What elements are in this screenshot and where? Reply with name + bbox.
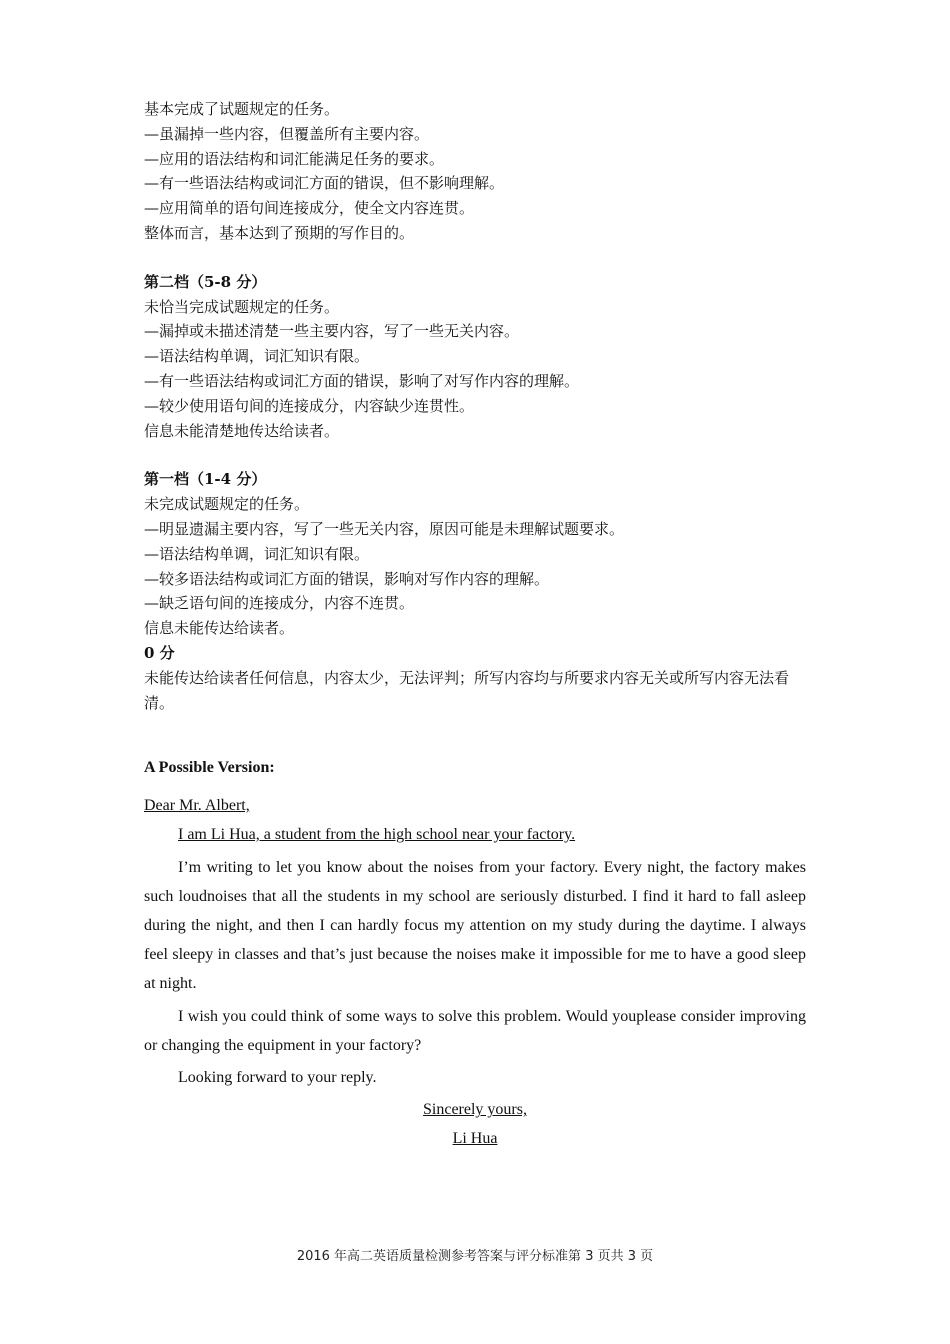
criteria-line: —应用的语法结构和词汇能满足任务的要求。: [144, 149, 445, 168]
band-1-criteria: [144, 467, 806, 641]
band-1-title: 第一档（1-4 分）: [144, 470, 267, 489]
criteria-line: —有一些语法结构或词汇方面的错误，但不影响理解。: [144, 174, 505, 193]
band-2-title: 第二档（5-8 分）: [144, 272, 267, 291]
letter-salutation: Dear Mr. Albert,: [144, 797, 250, 815]
spacer: [144, 246, 806, 270]
letter-intro: [144, 820, 806, 849]
criteria-line: 整体而言，基本达到了预期的写作目的。: [144, 223, 415, 242]
criteria-line: 信息未能传达给读者。: [144, 619, 295, 638]
criteria-line: 未恰当完成试题规定的任务。: [144, 297, 340, 316]
letter-paragraph-2: I wish you could think of some ways to solve this problem. Would youplease consider improving or changing the equipment in your factory?: [144, 1008, 806, 1055]
criteria-line: —缺乏语句间的连接成分，内容不连贯。: [144, 594, 415, 613]
spacer: [144, 443, 806, 467]
criteria-line: 信息未能清楚地传达给读者。: [144, 421, 340, 440]
document-body: [144, 97, 806, 1153]
criteria-line: —漏掉或未描述清楚一些主要内容，写了一些无关内容。: [144, 322, 520, 341]
criteria-line: —有一些语法结构或词汇方面的错误，影响了对写作内容的理解。: [144, 371, 580, 390]
criteria-line: —较少使用语句间的连接成分，内容缺少连贯性。: [144, 396, 475, 415]
band-3-criteria: [144, 97, 806, 246]
criteria-line: 基本完成了试题规定的任务。: [144, 100, 340, 118]
criteria-line: —语法结构单调，词汇知识有限。: [144, 544, 370, 563]
band-0-criteria: [144, 641, 806, 715]
letter-intro-text: I am Li Hua, a student from the high school near your factory.: [178, 826, 576, 844]
criteria-line: —虽漏掉一些内容，但覆盖所有主要内容。: [144, 124, 430, 143]
band-0-title: 0 分: [144, 643, 175, 662]
letter-paragraph-1: I’m writing to let you know about the noises from your factory. Every night, the factory makes such loudnoises that all the students in my school are seriously disturbed. I find it hard to fall asleep during the night, and then I can hardly focus my attention on my study during the daytime. I always feel sleepy in classes and that’s just because the noises make it impossible for me to have a good sleep at night.: [144, 859, 806, 993]
sample-letter: [144, 757, 806, 1153]
criteria-line: —明显遗漏主要内容，写了一些无关内容，原因可能是未理解试题要求。: [144, 519, 625, 538]
criteria-line: —较多语法结构或词汇方面的错误，影响对写作内容的理解。: [144, 569, 550, 588]
criteria-line: —应用简单的语句间连接成分，使全文内容连贯。: [144, 199, 475, 218]
criteria-line: 未完成试题规定的任务。: [144, 495, 310, 514]
letter-signature: Li Hua: [452, 1130, 498, 1148]
letter-closing: Looking forward to your reply.: [178, 1069, 377, 1087]
band-0-text: 未能传达给读者任何信息，内容太少，无法评判；所写内容均与所要求内容无关或所写内容无法看清。: [144, 668, 790, 712]
letter-signoff: Sincerely yours,: [423, 1101, 527, 1119]
sample-heading: A Possible Version:: [144, 759, 275, 777]
criteria-line: —语法结构单调，词汇知识有限。: [144, 347, 370, 366]
page-footer: 2016 年高二英语质量检测参考答案与评分标准第 3 页共 3 页: [296, 1249, 654, 1264]
band-2-criteria: [144, 270, 806, 444]
